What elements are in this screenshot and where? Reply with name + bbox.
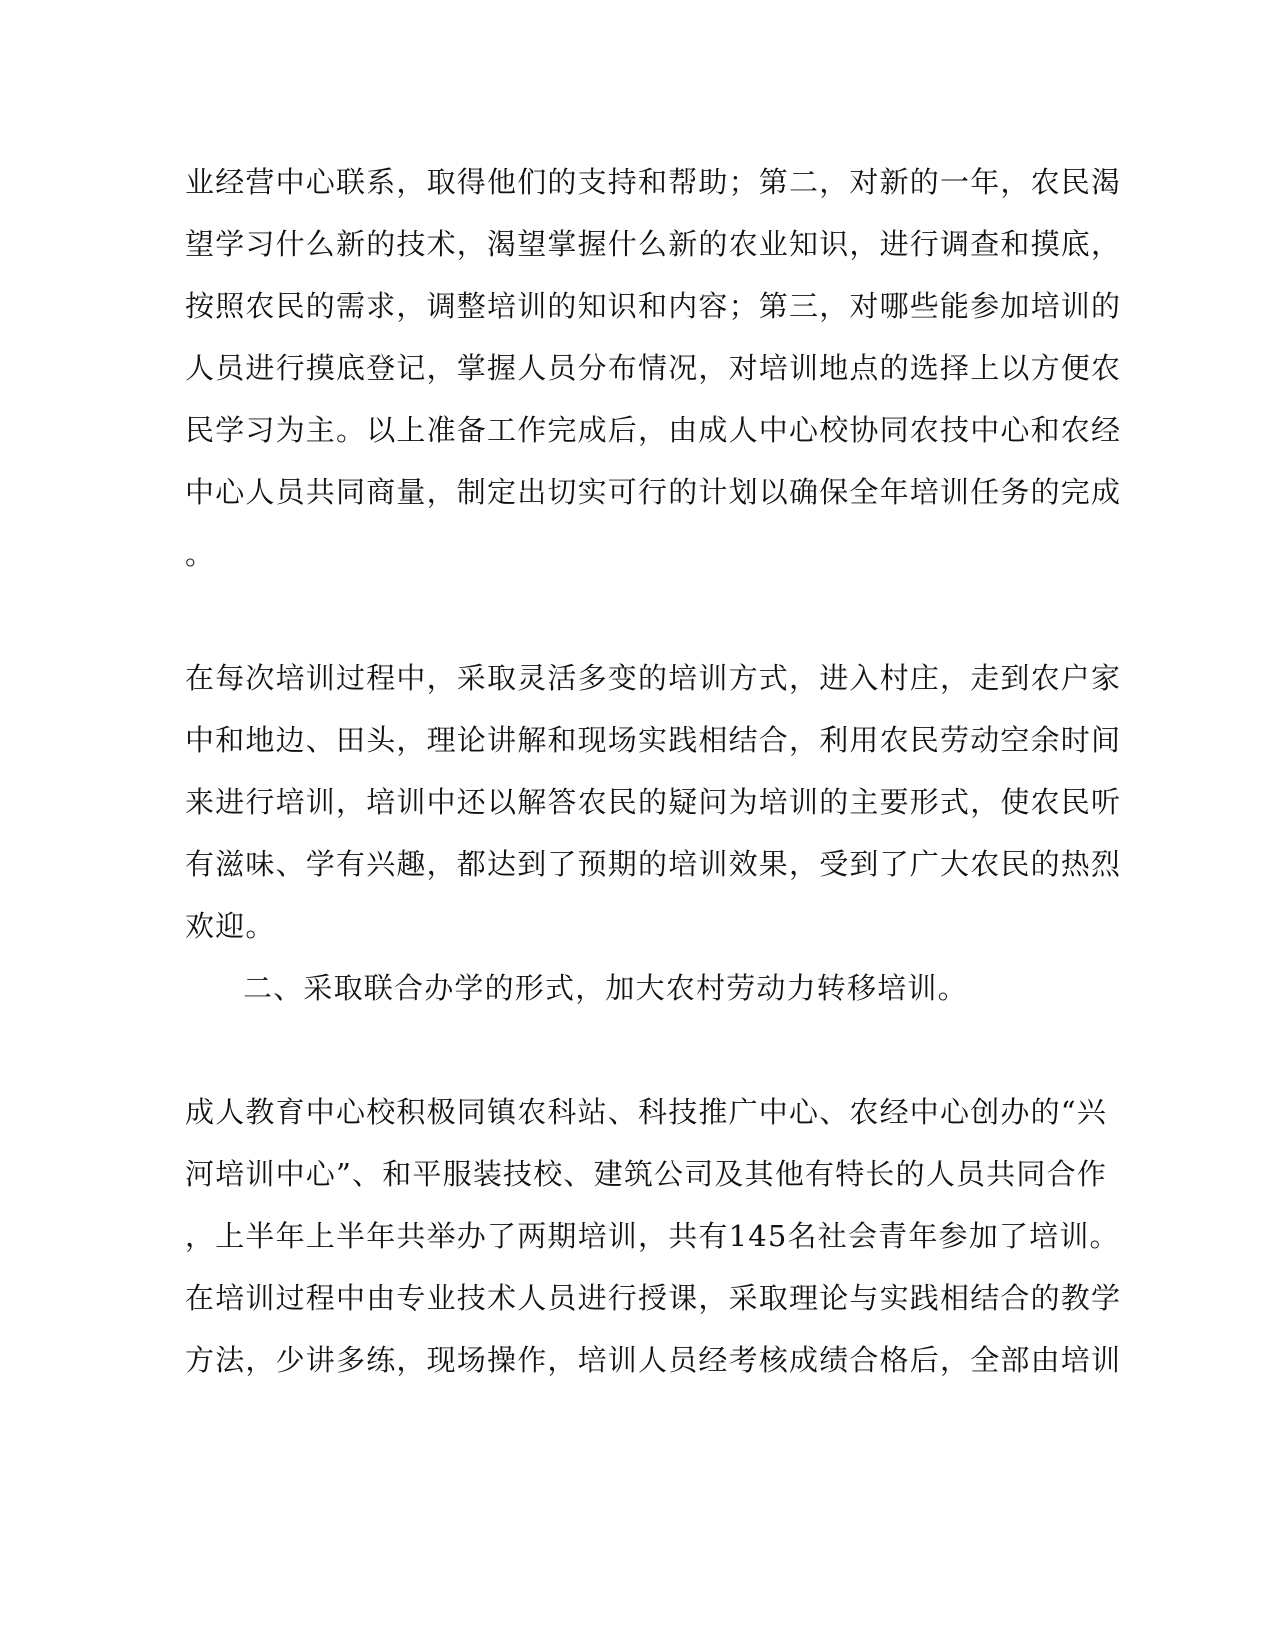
section-heading-text: 二、采取联合办学的形式，加大农村劳动力转移培训。: [243, 971, 968, 1005]
text-line: 业经营中心联系，取得他们的支持和帮助；第二，对新的一年，农民渴: [185, 165, 1122, 199]
text-line: 中心人员共同商量，制定出切实可行的计划以确保全年培训任务的完成: [185, 475, 1122, 509]
text-line: 中和地边、田头，理论讲解和现场实践相结合，利用农民劳动空余时间: [185, 723, 1122, 757]
text-line: 欢迎。: [185, 909, 276, 943]
text-line: 望学习什么新的技术，渴望掌握什么新的农业知识，进行调查和摸底，: [185, 227, 1122, 261]
text-line: 。: [185, 537, 216, 571]
text-line: 成人教育中心校积极同镇农科站、科技推广中心、农经中心创办的“兴: [185, 1095, 1108, 1129]
text-line: 民学习为主。以上准备工作完成后，由成人中心校协同农技中心和农经: [185, 413, 1122, 447]
text-line: 有滋味、学有兴趣，都达到了预期的培训效果，受到了广大农民的热烈: [185, 847, 1122, 881]
text-line: 在每次培训过程中，采取灵活多变的培训方式，进入村庄，走到农户家: [185, 661, 1122, 695]
text-line: 人员进行摸底登记，掌握人员分布情况，对培训地点的选择上以方便农: [185, 351, 1122, 385]
text-line: 方法，少讲多练，现场操作，培训人员经考核成绩合格后，全部由培训: [185, 1343, 1122, 1377]
text-line: 在培训过程中由专业技术人员进行授课，采取理论与实践相结合的教学: [185, 1281, 1122, 1315]
text-line: ，上半年上半年共举办了两期培训，共有145名社会青年参加了培训。: [185, 1219, 1120, 1253]
text-line: 按照农民的需求，调整培训的知识和内容；第三，对哪些能参加培训的: [185, 289, 1122, 323]
text-line: 来进行培训，培训中还以解答农民的疑问为培训的主要形式，使农民听: [185, 785, 1122, 819]
text-line: 河培训中心”、和平服装技校、建筑公司及其他有特长的人员共同合作: [185, 1157, 1108, 1191]
